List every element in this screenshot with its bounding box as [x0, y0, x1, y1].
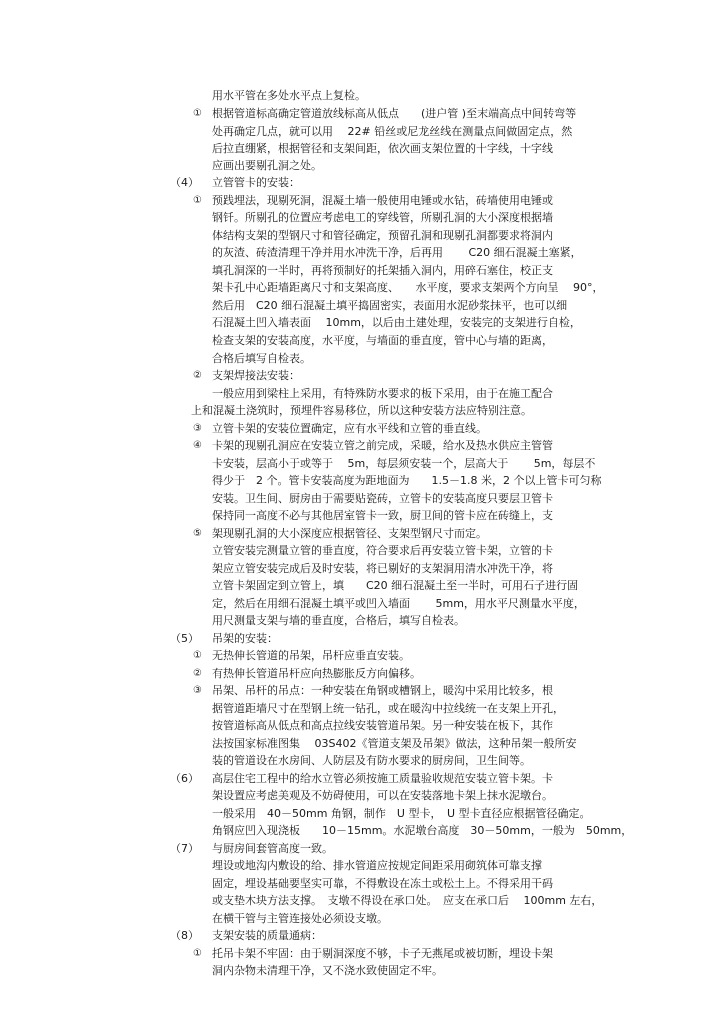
text-line: 装的管道设在水房间、人防层及有防水要求的厨房间，卫生间等。 — [212, 754, 531, 767]
item-marker: ⑤ — [193, 528, 202, 539]
item-marker: ② — [193, 370, 202, 381]
text-line: 卡架的现剔孔洞应在安装立管之前完成，采暖，给水及热水供应主管管 — [212, 439, 553, 452]
text-line: 架现剔孔洞的大小深度应根据管径、支架型钢尺寸而定。 — [212, 527, 487, 540]
section-number: （5） — [170, 632, 199, 645]
text-line: 法按国家标准图集 03S402《管道支架及吊架》做法，这种吊架一般所安 — [212, 737, 577, 750]
item-marker: ① — [193, 108, 202, 119]
text-line: 的灰渣、砖渣清理干净并用水冲洗干净，后再用 C20 细石混凝土塞紧， — [212, 246, 582, 259]
item-marker: ② — [193, 668, 202, 679]
text-line: 吊架、吊杆的吊点：一种安装在角钢或槽钢上，暖沟中采用比较多，根 — [212, 684, 553, 697]
text-line: 埋设或地沟内敷设的给、排水管道应按规定间距采用砌筑体可靠支撑 — [212, 859, 542, 872]
text-line: 或支垫木块方法支撑。 支墩不得设在承口处。 应支在承口后 100mm 左右， — [212, 894, 603, 907]
text-line: 一般应用到梁柱上采用，有特殊防水要求的板下采用，由于在施工配合 — [212, 387, 553, 400]
section-heading: 支架安装的质量通病： — [212, 929, 322, 942]
text-line: 根据管道标高确定管道放线标高从低点 (进户管 )至末端高点中间转弯等 — [212, 107, 577, 120]
text-line: 立管安装完测量立管的垂直度，符合要求后再安装立管卡架，立管的卡 — [212, 544, 553, 557]
section-number: （7） — [170, 842, 199, 855]
item-marker: ④ — [193, 440, 202, 451]
text-line: 立管卡架的安装位置确定，应有水平线和立管的垂直线。 — [212, 422, 487, 435]
text-line: 立管卡架固定到立管上，填 C20 细石混凝土至一半时，可用石子进行固 — [212, 579, 579, 592]
text-line: 按管道标高从低点和高点拉线安装管道吊架。另一种安装在板下，其作 — [212, 719, 553, 732]
text-line: 无热伸长管道的吊架，吊杆应垂直安装。 — [212, 649, 410, 662]
text-line: 支架焊接法安装： — [212, 369, 300, 382]
text-line: 然后用 C20 细石混凝土填平捣固密实，表面用水泥砂浆抹平，也可以细 — [212, 299, 568, 312]
text-line: 高层住宅工程中的给水立管必须按施工质量验收规范安装立管卡架。卡 — [212, 772, 553, 785]
text-line: 架应立管安装完成后及时安装，将已剔好的支架洞用清水冲洗干净，将 — [212, 562, 553, 575]
text-line: 填孔洞深的一半时，再将预制好的托架插入洞内，用碎石塞住，校正支 — [212, 264, 553, 277]
text-line: 洞内杂物未清理干净，又不浇水致使固定不牢。 — [212, 964, 443, 977]
text-line: 后拉直绷紧，根据管径和支架间距，依次画支架位置的十字线，十字线 — [212, 142, 553, 155]
text-line: 架卡孔中心距墙距离尺寸和支架高度、 水平度，要求支架两个方向呈 90°， — [212, 281, 604, 294]
text-line: 架设置应考虑美观及不妨碍使用，可以在安装落地卡架上抹水泥墩台。 — [212, 789, 553, 802]
item-marker: ③ — [193, 423, 202, 434]
text-line: 定，然后在用细石混凝土填平或凹入墙面 5mm，用水平尺测量水平度， — [212, 597, 585, 610]
text-line: 钢钎。所剔孔的位置应考虑电工的穿线管，所剔孔洞的大小深度根据墙 — [212, 211, 553, 224]
item-marker: ① — [193, 650, 202, 661]
text-line: 上和混凝土浇筑时，预埋件容易移位，所以这种安装方法应特别注意。 — [191, 404, 532, 417]
text-line: 卡安装，层高小于或等于 5m，每层须安装一个，层高大于 5m，每层不 — [212, 457, 596, 470]
text-line: 检查支架的安装高度，水平度，与墙面的垂直度，管中心与墙的距离， — [212, 334, 553, 347]
text-line: 与厨房间套管高度一致。 — [212, 842, 333, 855]
section-number: （6） — [170, 772, 199, 785]
text-line: 预践埋法，现剔死洞，混凝土墙一般使用电锤或水钻，砖墙使用电锤或 — [212, 194, 553, 207]
text-line: 托吊卡架不牢固：由于剔洞深度不够，卡子无燕尾或被切断，埋设卡架 — [212, 947, 553, 960]
text-line: 在横干管与主管连接处必须设支墩。 — [212, 912, 388, 925]
text-line: 保持同一高度不必与其他居室管卡一致，厨卫间的管卡应在砖缝上，支 — [212, 509, 553, 522]
section-number: （4） — [170, 176, 199, 189]
section-heading: 吊架的安装： — [212, 632, 278, 645]
text-line: 有热伸长管道吊杆应向热膨胀反方向偏移。 — [212, 667, 421, 680]
text-line: 合格后填写自检表。 — [212, 352, 311, 365]
text-line: 安装。卫生间、厨房由于需要贴瓷砖，立管卡的安装高度只要层卫管卡 — [212, 492, 553, 505]
text-line: 处再确定几点，就可以用 22# 铅丝或尼龙丝线在测量点间做固定点，然 — [212, 125, 573, 138]
text-line: 体结构支架的型钢尺寸和管径确定，预留孔洞和现剔孔洞都要求将洞内 — [212, 229, 553, 242]
text-line: 石混凝土凹入墙表面 10mm，以后由土建处理，安装完的支架进行自检， — [212, 316, 581, 329]
text-line: 用尺测量支架与墙的垂直度，合格后，填写自检表。 — [212, 614, 465, 627]
text-line: 用水平管在多处水平点上复检。 — [212, 89, 366, 102]
text-line: 一般采用 40－50mm 角钢，制作 U 型卡， U 型卡直径应根据管径确定。 — [212, 807, 591, 820]
text-line: 据管道距墙尺寸在型钢上统一钻孔，或在暖沟中拉线统一在支架上开孔， — [212, 702, 564, 715]
item-marker: ① — [193, 195, 202, 206]
section-number: （8） — [170, 929, 199, 942]
section-heading: 立管管卡的安装： — [212, 176, 300, 189]
item-marker: ① — [193, 948, 202, 959]
text-line: 应画出要剔孔洞之处。 — [212, 159, 322, 172]
text-line: 角钢应凹入现浇板 10－15mm。水泥墩台高度 30－50mm，一般为 50mm， — [212, 824, 633, 837]
item-marker: ③ — [193, 685, 202, 696]
text-line: 固定，埋设基础要坚实可靠，不得敷设在冻土或松土上。不得采用干码 — [212, 877, 553, 890]
text-line: 得少于 2 个。管卡安装高度为距地面为 1.5－1.8 米，2 个以上管卡可匀称 — [212, 474, 602, 487]
